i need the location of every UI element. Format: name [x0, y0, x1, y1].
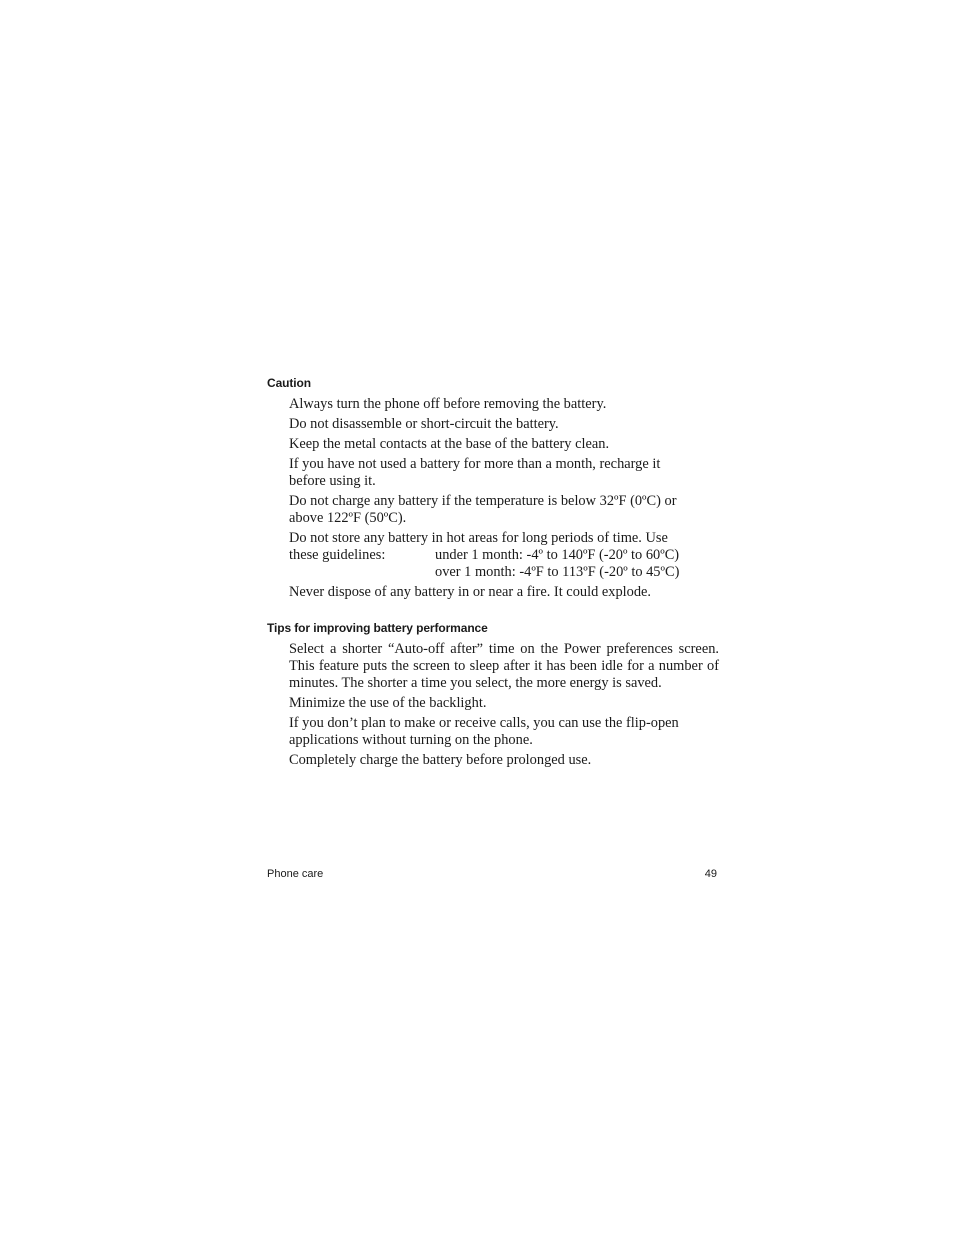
caution-item: Do not charge any battery if the temperature is below 32ºF (0ºC) or above 122ºF (50ºC). — [289, 493, 677, 526]
tips-item: Select a shorter “Auto-off after” time on the Power preferences screen. This feature puts the screen to sleep after it has been idle for a number of minutes. The shorter a time you select, the more energy is saved. — [289, 641, 719, 691]
caution-item: Keep the metal contacts at the base of the battery clean. — [289, 436, 610, 452]
caution-list — [289, 396, 719, 604]
footer-section-title: Phone care — [267, 868, 324, 880]
tips-item: If you don’t plan to make or receive calls, you can use the flip-open applications without turning on the phone. — [289, 715, 679, 748]
tips-heading: Tips for improving battery performance — [267, 621, 488, 635]
storage-guideline-label: these guidelines: — [289, 547, 386, 563]
caution-item: Do not disassemble or short-circuit the battery. — [289, 416, 559, 432]
footer-page-number: 49 — [704, 868, 717, 880]
tips-list — [289, 641, 719, 772]
storage-guideline-under-month: under 1 month: -4º to 140ºF (-20º to 60ºC) — [435, 547, 680, 563]
storage-guideline-row — [289, 547, 719, 564]
caution-item: If you have not used a battery for more than a month, recharge it before using it. — [289, 456, 661, 489]
caution-item-storage — [289, 530, 719, 581]
tips-item: Minimize the use of the backlight. — [289, 695, 487, 711]
caution-item: Never dispose of any battery in or near a fire. It could explode. — [289, 584, 652, 600]
caution-item: Always turn the phone off before removing the battery. — [289, 396, 607, 412]
storage-intro: Do not store any battery in hot areas for long periods of time. Use — [289, 530, 668, 546]
storage-guideline-over-month: over 1 month: -4ºF to 113ºF (-20º to 45ºC) — [435, 564, 680, 580]
tips-item: Completely charge the battery before prolonged use. — [289, 752, 592, 768]
caution-heading: Caution — [267, 376, 311, 390]
